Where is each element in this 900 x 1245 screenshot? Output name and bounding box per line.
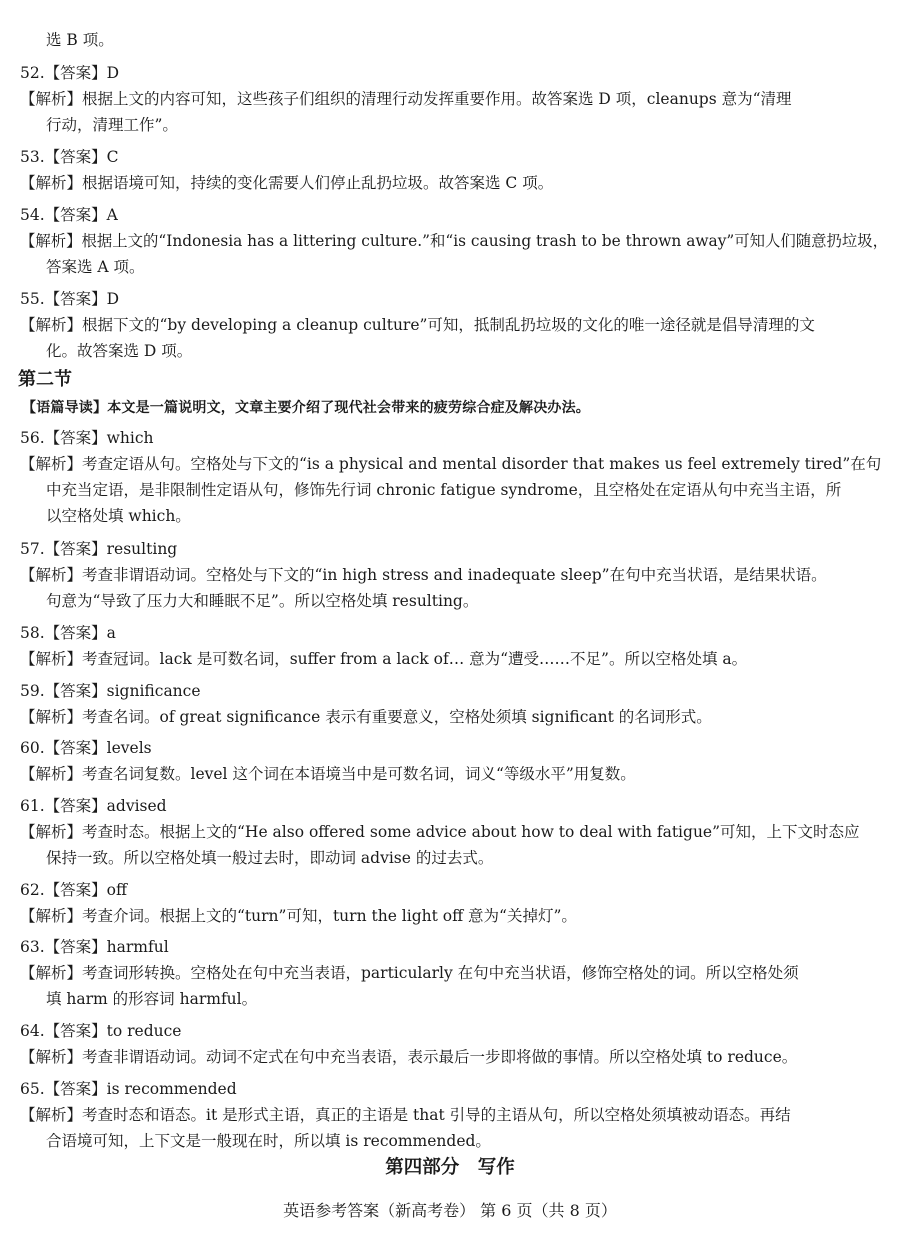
analysis-line: 以空格处填 which。 xyxy=(46,507,191,525)
answer-line: 62.【答案】off xyxy=(20,881,127,899)
answer-line: 54.【答案】A xyxy=(20,206,118,224)
analysis-line: 【解析】考查非谓语动词。空格处与下文的“in high stress and inadequate sleep”在句中充当状语，是结果状语。 xyxy=(20,566,827,584)
section-title: 第二节 xyxy=(18,369,72,390)
analysis-line: 【解析】考查介词。根据上文的“turn”可知，turn the light off 意为“关掉灯”。 xyxy=(20,907,577,925)
analysis-line: 【解析】考查时态和语态。it 是形式主语，真正的主语是 that 引导的主语从句，所以空格处须填被动语态。再结 xyxy=(20,1106,791,1124)
analysis-line: 【解析】考查词形转换。空格处在句中充当表语，particularly 在句中充当状语，修饰空格处的词。所以空格处须 xyxy=(20,964,799,982)
analysis-line: 【解析】考查非谓语动词。动词不定式在句中充当表语，表示最后一步即将做的事情。所以空格处填 to reduce。 xyxy=(20,1048,798,1066)
page-footer: 英语参考答案（新高考卷） 第 6 页（共 8 页） xyxy=(283,1201,617,1220)
analysis-line: 句意为“导致了压力大和睡眠不足”。所以空格处填 resulting。 xyxy=(46,592,479,610)
analysis-line: 【解析】考查名词。of great significance 表示有重要意义，空格处须填 significant 的名词形式。 xyxy=(20,708,712,726)
analysis-line: 【解析】根据语境可知，持续的变化需要人们停止乱扔垃圾。故答案选 C 项。 xyxy=(20,174,554,192)
analysis-line: 【解析】根据上文的“Indonesia has a littering culture.”和“is causing trash to be thrown away”可知人们随意扔垃圾， xyxy=(20,232,889,250)
answer-line: 65.【答案】is recommended xyxy=(20,1080,237,1098)
analysis-line: 填 harm 的形容词 harmful。 xyxy=(46,990,258,1008)
answer-line: 52.【答案】D xyxy=(20,64,120,82)
analysis-line: 【解析】考查时态。根据上文的“He also offered some advice about how to deal with fatigue”可知，上下文时态应 xyxy=(20,823,860,841)
answer-line: 56.【答案】which xyxy=(20,429,154,447)
answer-line: 60.【答案】levels xyxy=(20,739,152,757)
answer-line: 57.【答案】resulting xyxy=(20,540,178,558)
answer-line: 53.【答案】C xyxy=(20,148,119,166)
reading-guide: 【语篇导读】本文是一篇说明文，文章主要介绍了现代社会带来的疲劳综合症及解决办法。 xyxy=(22,400,590,416)
analysis-line: 保持一致。所以空格处填一般过去时，即动词 advise 的过去式。 xyxy=(46,849,494,867)
answer-line: 55.【答案】D xyxy=(20,290,120,308)
analysis-line: 化。故答案选 D 项。 xyxy=(46,342,193,360)
analysis-line: 【解析】考查冠词。lack 是可数名词，suffer from a lack of… 意为“遭受……不足”。所以空格处填 a。 xyxy=(20,650,748,668)
answer-line: 61.【答案】advised xyxy=(20,797,167,815)
answer-line: 63.【答案】harmful xyxy=(20,938,169,956)
analysis-line: 【解析】根据下文的“by developing a cleanup culture”可知，抵制乱扔垃圾的文化的唯一途径就是倡导清理的文 xyxy=(20,316,815,334)
answer-line: 64.【答案】to reduce xyxy=(20,1022,182,1040)
analysis-line: 【解析】考查名词复数。level 这个词在本语境当中是可数名词，词义“等级水平”用复数。 xyxy=(20,765,636,783)
answer-line: 59.【答案】significance xyxy=(20,682,201,700)
part-title: 第四部分 写作 xyxy=(385,1157,515,1178)
analysis-line: 合语境可知，上下文是一般现在时，所以填 is recommended。 xyxy=(46,1132,491,1150)
analysis-line: 【解析】考查定语从句。空格处与下文的“is a physical and mental disorder that makes us feel extremely tired”在句 xyxy=(20,455,882,473)
analysis-line: 答案选 A 项。 xyxy=(46,258,145,276)
continued-line: 选 B 项。 xyxy=(46,31,114,49)
answer-line: 58.【答案】a xyxy=(20,624,116,642)
analysis-line: 【解析】根据上文的内容可知，这些孩子们组织的清理行动发挥重要作用。故答案选 D 项，cleanups 意为“清理 xyxy=(20,90,792,108)
analysis-line: 行动，清理工作”。 xyxy=(46,116,178,134)
analysis-line: 中充当定语，是非限制性定语从句，修饰先行词 chronic fatigue syndrome，且空格处在定语从句中充当主语，所 xyxy=(46,481,842,499)
